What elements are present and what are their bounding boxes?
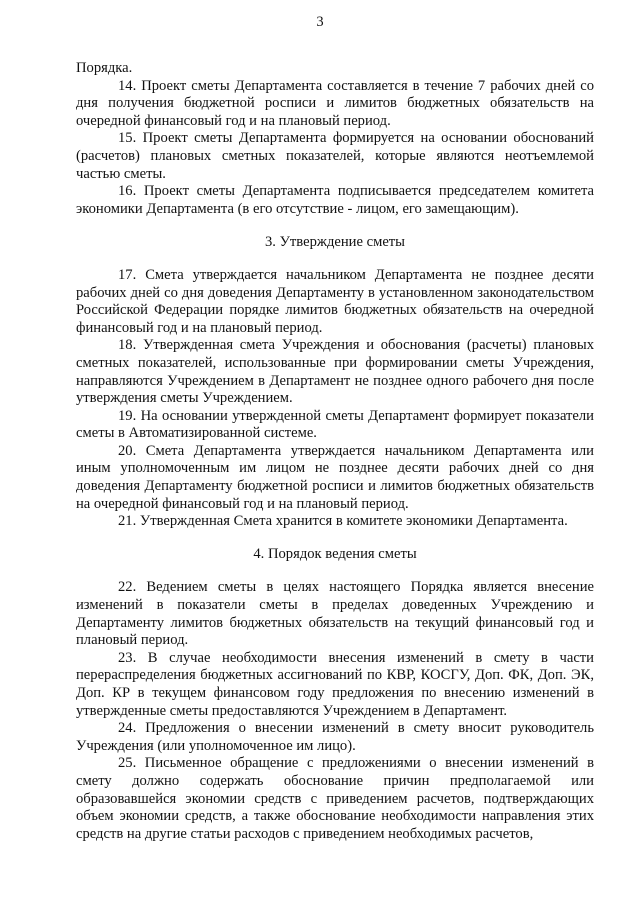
paragraph-24: 24. Предложения о внесении изменений в смету вносит руководитель Учреждения (или уполномоченное им лицо). (76, 720, 594, 754)
paragraph-15: 15. Проект сметы Департамента формируется на основании обоснований (расчетов) плановых сметных показателей, которые являются неотъемлемой частью сметы. (76, 130, 594, 182)
section-heading-4: 4. Порядок ведения сметы (253, 545, 417, 562)
page-number: 3 (316, 14, 324, 30)
section-heading-3: 3. Утверждение сметы (265, 234, 405, 251)
paragraph-23: 23. В случае необходимости внесения изменений в смету в части перераспределения бюджетных ассигнований по КВР, КОСГУ, Доп. ФК, Доп. ЭК, Доп. КР в текущем финансовом году предложения по внесению изменений в утвержденные сметы предоставляются Учреждением в Департамент. (76, 649, 594, 719)
paragraph-21: 21. Утвержденная Смета хранится в комитете экономики Департамента. (118, 513, 568, 530)
paragraph-25: 25. Письменное обращение с предложениями о внесении изменений в смету должно содержать обоснование причин предполагаемой или образовавшейся экономии средств с приведением расчетов, подтверждающих объем экономии средств, а также обоснование необходимости направления этих средств на другие статьи расходов с приведением необходимых расчетов, (76, 755, 594, 842)
paragraph-22: 22. Ведением сметы в целях настоящего Порядка является внесение изменений в показатели сметы в пределах доведенных Учреждению и Департаменту лимитов бюджетных обязательств на текущий финансовый год и плановый период. (76, 579, 594, 649)
paragraph-14: 14. Проект сметы Департамента составляется в течение 7 рабочих дней со дня получения бюджетной росписи и лимитов бюджетных обязательств на очередной финансовый год и на плановый период. (76, 77, 594, 129)
paragraph-18: 18. Утвержденная смета Учреждения и обоснования (расчеты) плановых сметных показателей, использованные при формировании сметы Учреждения, направляются Учреждением в Департамент не позднее одного рабочего дня после утверждения сметы Учреждением. (76, 337, 594, 407)
paragraph-20: 20. Смета Департамента утверждается начальником Департамента или иным уполномоченным им лицом не позднее десяти рабочих дней со дня доведения Департаменту бюджетной росписи и лимитов бюджетных обязательств на очередной финансовый год и на плановый период. (76, 442, 594, 512)
paragraph-16: 16. Проект сметы Департамента подписывается председателем комитета экономики Департамента (в его отсутствие - лицом, его замещающим). (76, 183, 594, 217)
paragraph-19: 19. На основании утвержденной сметы Департамент формирует показатели сметы в Автоматизированной системе. (76, 407, 594, 442)
paragraph-17: 17. Смета утверждается начальником Департамента не позднее десяти рабочих дней со дня доведения Департаменту в установленном законодательством Российской Федерации порядке лимитов бюджетных обязательств на очередной финансовый год и на плановый период. (76, 266, 594, 336)
intro-text: Порядка. (76, 60, 133, 76)
document-body (76, 60, 594, 843)
